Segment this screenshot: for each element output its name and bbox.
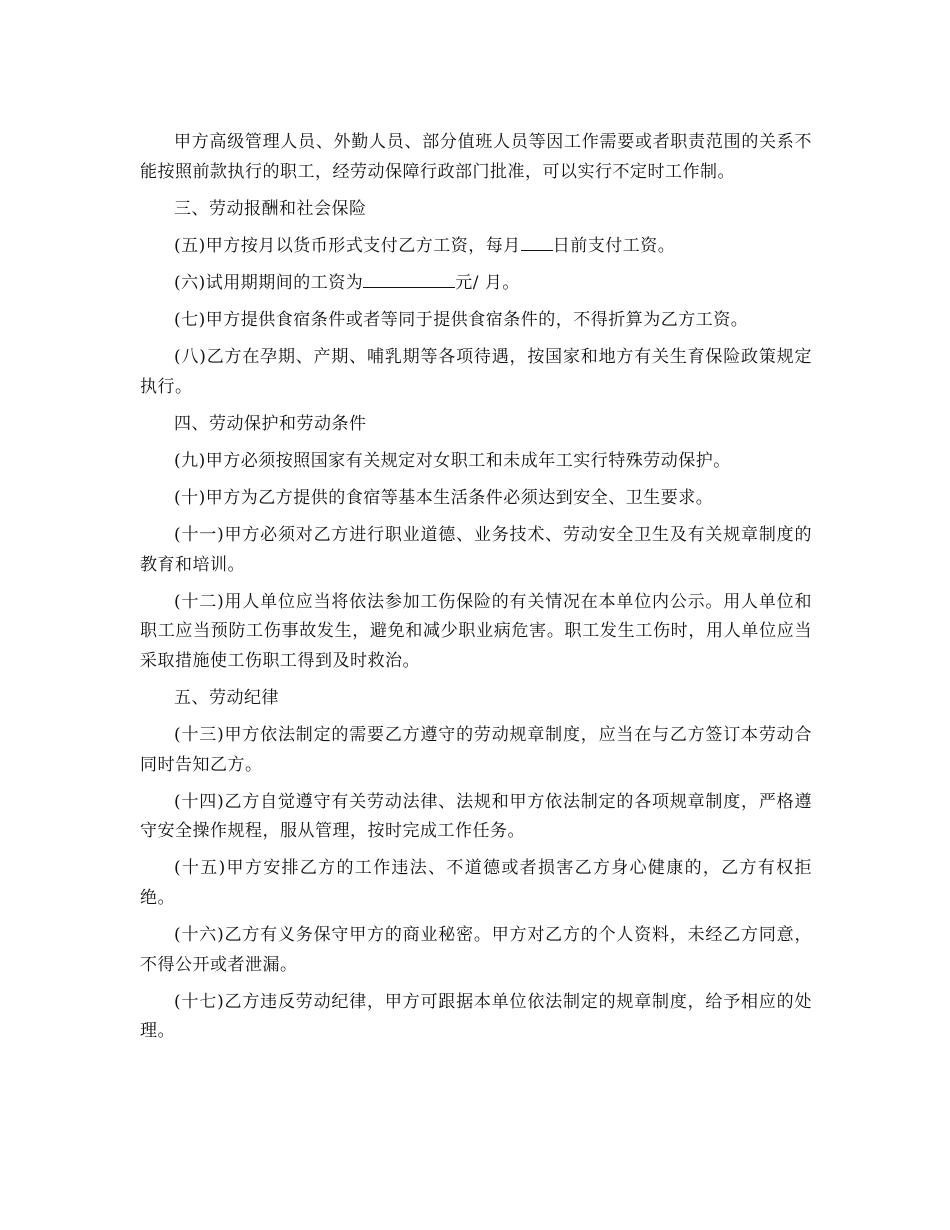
paragraph: 甲方高级管理人员、外勤人员、部分值班人员等因工作需要或者职责范围的关系不能按照前款执行的职工，经劳动保障行政部门批准，可以实行不定时工作制。: [140, 132, 812, 182]
paragraph-with-blank: [140, 232, 812, 262]
paragraph: (十四)乙方自觉遵守有关劳动法律、法规和甲方依法制定的各项规章制度，严格遵守安全操作规程，服从管理，按时完成工作任务。: [140, 791, 812, 842]
paragraph: (九)甲方必须按照国家有关规定对女职工和未成年工实行特殊劳动保护。: [174, 450, 731, 471]
paragraph-text-before-blank: (五)甲方按月以货币形式支付乙方工资，每月: [174, 235, 521, 256]
section-heading: 四、劳动保护和劳动条件: [174, 413, 367, 434]
paragraph: (十五)甲方安排乙方的工作违法、不道德或者损害乙方身心健康的，乙方有权拒绝。: [140, 858, 812, 909]
paragraph-text-after-blank: 元/ 月。: [455, 272, 520, 293]
document-body: [140, 128, 812, 1055]
paragraph: (十)甲方为乙方提供的食宿等基本生活条件必须达到安全、卫生要求。: [174, 487, 714, 508]
paragraph-with-blank: [140, 269, 812, 299]
section-heading: 三、劳动报酬和社会保险: [174, 198, 367, 219]
paragraph: (十三)甲方依法制定的需要乙方遵守的劳动规章制度，应当在与乙方签订本劳动合同时告知乙方。: [140, 725, 812, 775]
fill-in-blank-field[interactable]: [521, 232, 553, 251]
paragraph: (十二)用人单位应当将依法参加工伤保险的有关情况在本单位内公示。用人单位和职工应当预防工伤事故发生，避免和减少职业病危害。职工发生工伤时，用人单位应当采取措施使工伤职工得到及时救治。: [140, 591, 812, 671]
paragraph: (十六)乙方有义务保守甲方的商业秘密。甲方对乙方的个人资料，未经乙方同意，不得公开或者泄漏。: [140, 925, 812, 975]
paragraph: (十一)甲方必须对乙方进行职业道德、业务技术、劳动安全卫生及有关规章制度的教育和培训。: [140, 525, 812, 575]
paragraph-text-before-blank: (六)试用期期间的工资为: [174, 272, 364, 293]
paragraph: (八)乙方在孕期、产期、哺乳期等各项待遇，按国家和地方有关生育保险政策规定执行。: [140, 347, 812, 397]
section-heading: 五、劳动纪律: [174, 688, 279, 708]
paragraph: (十七)乙方违反劳动纪律，甲方可跟据本单位依法制定的规章制度，给予相应的处理。: [140, 991, 812, 1042]
paragraph-text-after-blank: 日前支付工资。: [552, 235, 676, 256]
paragraph: (七)甲方提供食宿条件或者等同于提供食宿条件的，不得折算为乙方工资。: [174, 309, 749, 330]
fill-in-blank-field[interactable]: [363, 269, 455, 288]
